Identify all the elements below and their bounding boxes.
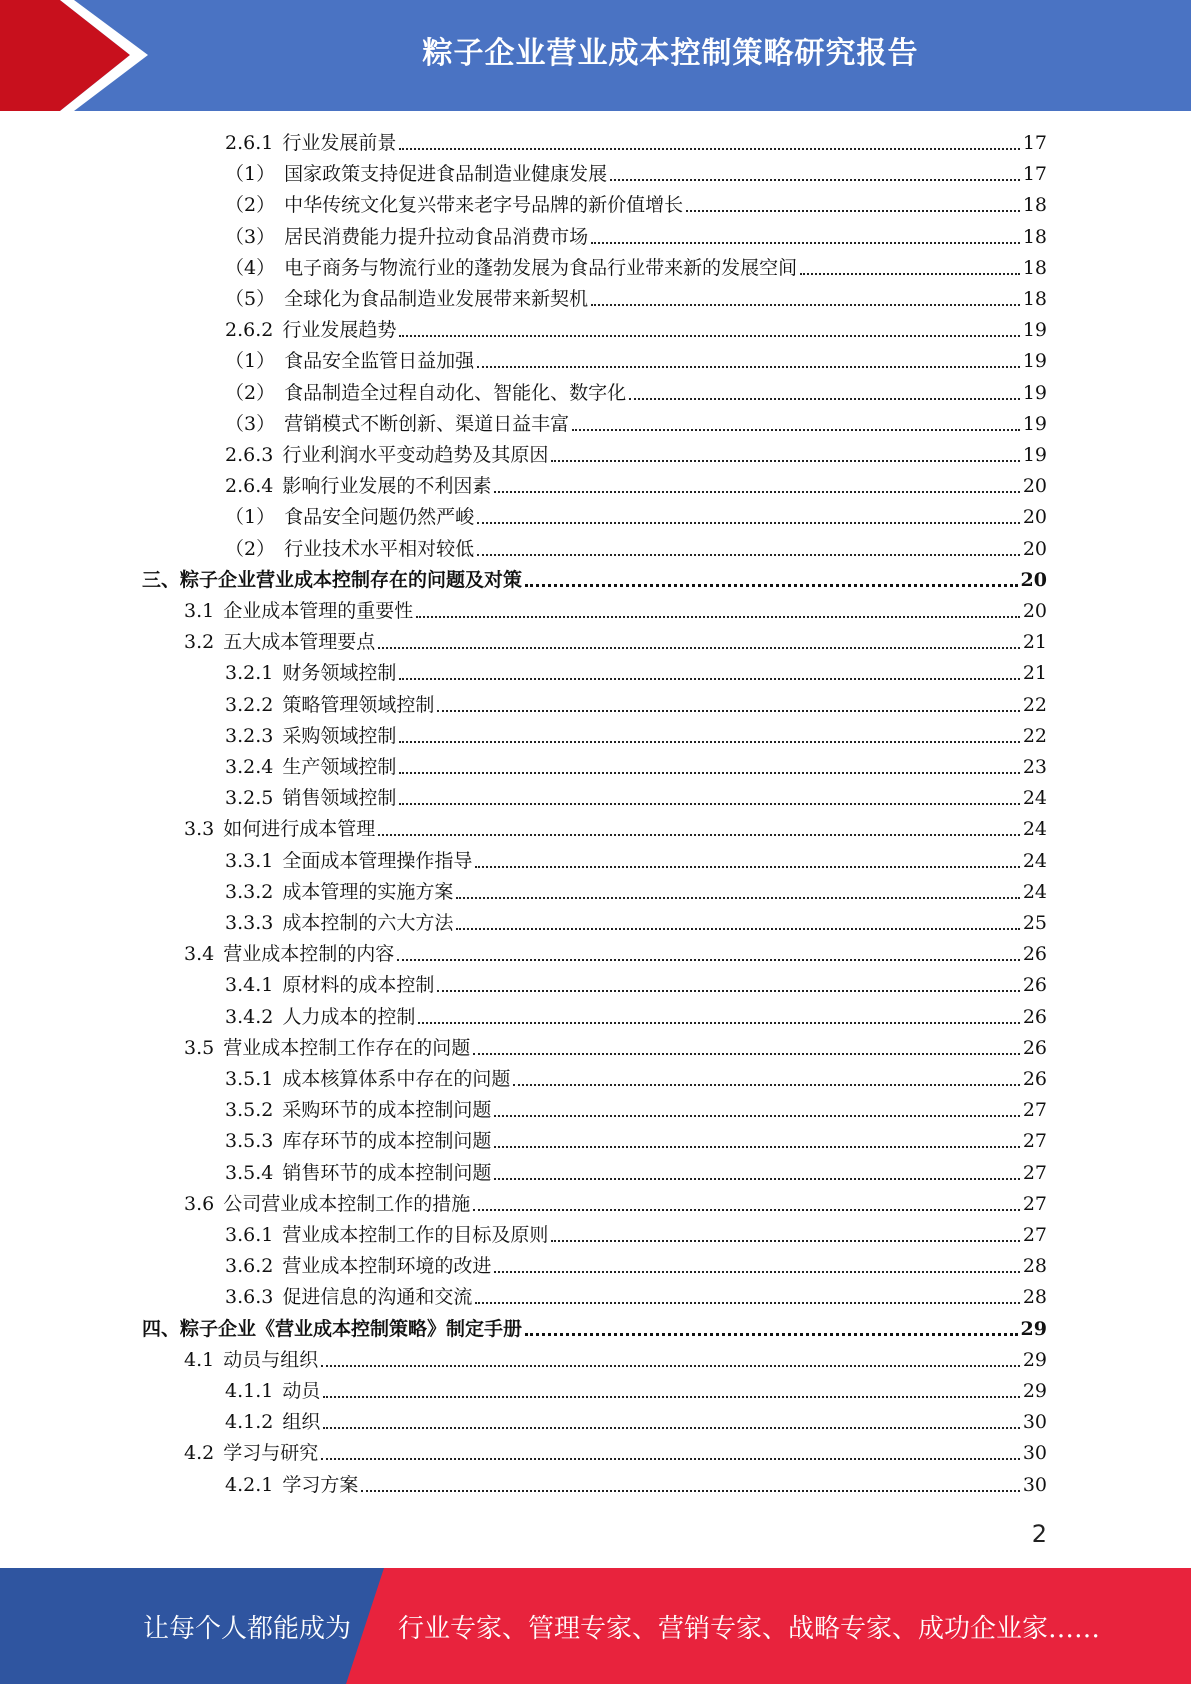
- toc-entry-number: （2）: [225, 381, 276, 404]
- toc-entry-page: 18: [1022, 288, 1047, 310]
- toc-entry[interactable]: [225, 1220, 1047, 1251]
- toc-entry-number: 3.4: [184, 943, 215, 966]
- toc-entry-page: 25: [1022, 912, 1047, 934]
- toc-dot-leader: [475, 1301, 1019, 1304]
- toc-entry-number: 3.5.1: [225, 1068, 274, 1090]
- toc-entry-title: 财务领域控制: [282, 662, 397, 685]
- toc-entry-number: 3.6.3: [225, 1286, 274, 1309]
- toc-dot-leader: [323, 1426, 1019, 1429]
- toc-dot-leader: [494, 490, 1019, 493]
- toc-entry-page: 27: [1022, 1224, 1047, 1246]
- toc-entry[interactable]: [225, 190, 1047, 221]
- toc-entry[interactable]: [225, 877, 1047, 908]
- toc-entry[interactable]: [225, 783, 1047, 814]
- toc-dot-leader: [378, 833, 1020, 836]
- toc-entry[interactable]: [225, 284, 1047, 315]
- toc-entry-number: 2.6.3: [225, 444, 274, 466]
- toc-entry-title: 成本管理的实施方案: [282, 880, 454, 903]
- toc-entry-number: 3.5.4: [225, 1161, 274, 1184]
- toc-dot-leader: [399, 802, 1019, 805]
- toc-entry[interactable]: [142, 565, 1047, 596]
- toc-entry-page: 19: [1022, 350, 1047, 373]
- toc-entry-number: 3.2.2: [225, 693, 274, 716]
- toc-entry[interactable]: [184, 939, 1047, 970]
- toc-entry-number: 3.3.1: [225, 849, 274, 872]
- toc-entry-number: （2）: [225, 194, 276, 217]
- toc-entry[interactable]: [225, 315, 1047, 346]
- toc-entry-title: 库存环节的成本控制问题: [282, 1130, 492, 1153]
- toc-entry-page: 26: [1022, 1036, 1047, 1059]
- toc-entry-title: 人力成本的控制: [282, 1005, 416, 1028]
- toc-dot-leader: [361, 1489, 1019, 1492]
- toc-entry-title: 影响行业发展的不利因素: [282, 475, 492, 498]
- toc-entry[interactable]: [225, 378, 1047, 409]
- toc-entry-number: 3.5: [184, 1036, 215, 1059]
- toc-entry-number: 3.6.1: [225, 1224, 274, 1246]
- toc-entry[interactable]: [225, 128, 1047, 159]
- toc-entry-page: 27: [1022, 1161, 1047, 1184]
- toc-entry-number: （5）: [225, 288, 276, 310]
- toc-dot-leader: [800, 272, 1020, 275]
- toc-entry-page: 27: [1022, 1130, 1047, 1153]
- toc-entry-page: 21: [1022, 662, 1047, 685]
- toc-entry-title: 电子商务与物流行业的蓬勃发展为食品行业带来新的发展空间: [284, 256, 798, 279]
- report-title: 粽子企业营业成本控制策略研究报告: [422, 36, 919, 71]
- toc-entry-page: 20: [1020, 568, 1047, 591]
- toc-entry[interactable]: [225, 970, 1047, 1001]
- toc-entry-page: 29: [1022, 1380, 1047, 1402]
- toc-entry[interactable]: [184, 1189, 1047, 1220]
- toc-entry-title: 全球化为食品制造业发展带来新契机: [284, 288, 589, 310]
- toc-entry-title: 采购环节的成本控制问题: [282, 1099, 492, 1122]
- toc-entry-title: 销售环节的成本控制问题: [282, 1161, 492, 1184]
- toc-entry-title: 营业成本控制工作存在的问题: [223, 1036, 471, 1059]
- toc-dot-leader: [456, 927, 1019, 930]
- toc-entry-title: 学习与研究: [223, 1442, 319, 1465]
- toc-entry[interactable]: [225, 1095, 1047, 1126]
- toc-entry[interactable]: [225, 1064, 1047, 1095]
- toc-entry-page: 26: [1022, 1068, 1047, 1090]
- toc-dot-leader: [494, 1270, 1019, 1273]
- toc-entry[interactable]: [225, 346, 1047, 377]
- toc-entry-number: 3.4.2: [225, 1005, 274, 1028]
- toc-entry-page: 17: [1022, 163, 1047, 186]
- toc-entry-number: （1）: [225, 350, 276, 373]
- toc-dot-leader: [551, 1239, 1019, 1242]
- toc-entry-number: （1）: [225, 163, 276, 186]
- toc-dot-leader: [399, 147, 1019, 150]
- toc-entry[interactable]: [225, 440, 1047, 471]
- toc-entry-number: 3.3.2: [225, 880, 274, 903]
- toc-entry-title: 企业成本管理的重要性: [223, 600, 414, 622]
- toc-entry-title: 行业利润水平变动趋势及其原因: [282, 444, 549, 466]
- toc-entry-page: 30: [1022, 1442, 1047, 1465]
- toc-dot-leader: [494, 1114, 1019, 1117]
- toc-entry-title: 销售领域控制: [282, 787, 397, 810]
- toc-entry-number: （4）: [225, 256, 276, 279]
- toc-dot-leader: [399, 677, 1019, 680]
- toc-entry-page: 19: [1022, 381, 1047, 404]
- toc-entry-page: 18: [1022, 225, 1047, 248]
- toc-entry[interactable]: [225, 721, 1047, 752]
- toc-dot-leader: [629, 397, 1020, 400]
- page-header: [0, 0, 1191, 111]
- toc-entry-title: 全面成本管理操作指导: [282, 849, 473, 872]
- toc-entry[interactable]: [225, 1251, 1047, 1282]
- toc-entry[interactable]: [225, 752, 1047, 783]
- toc-entry-number: 3.2.1: [225, 662, 274, 685]
- toc-entry-page: 18: [1022, 256, 1047, 279]
- toc-entry-page: 28: [1022, 1286, 1047, 1309]
- toc-entry-title: 三、粽子企业营业成本控制存在的问题及对策: [142, 568, 523, 591]
- toc-entry-page: 24: [1022, 880, 1047, 903]
- toc-entry-page: 20: [1022, 506, 1047, 529]
- toc-entry-title: 生产领域控制: [282, 756, 397, 778]
- toc-entry-page: 26: [1022, 943, 1047, 966]
- toc-entry-title: 中华传统文化复兴带来老字号品牌的新价值增长: [284, 194, 684, 217]
- toc-entry-title: 营业成本控制的内容: [223, 943, 395, 966]
- footer-slogan-right: 行业专家、管理专家、营销专家、战略专家、成功企业家……: [398, 1613, 1101, 1644]
- toc-entry-page: 28: [1022, 1255, 1047, 1278]
- toc-entry-page: 19: [1022, 444, 1047, 466]
- toc-entry-title: 营业成本控制环境的改进: [282, 1255, 492, 1278]
- toc-entry-number: （2）: [225, 537, 276, 560]
- toc-entry-title: 原材料的成本控制: [282, 974, 435, 997]
- toc-entry[interactable]: [225, 908, 1047, 939]
- toc-entry-page: 20: [1022, 537, 1047, 560]
- toc-entry-page: 20: [1022, 475, 1047, 498]
- toc-entry-page: 24: [1022, 818, 1047, 841]
- toc-entry-number: 3.2.5: [225, 787, 274, 810]
- toc-entry[interactable]: [225, 658, 1047, 689]
- toc-entry[interactable]: [225, 1002, 1047, 1033]
- toc-entry-title: 行业发展前景: [282, 132, 397, 154]
- header-arrow-decoration: [0, 0, 160, 111]
- toc-entry-number: （3）: [225, 225, 276, 248]
- toc-dot-leader: [399, 740, 1019, 743]
- toc-dot-leader: [475, 865, 1019, 868]
- toc-entry-number: 4.2.1: [225, 1473, 274, 1496]
- toc-entry[interactable]: [225, 846, 1047, 877]
- toc-entry-page: 26: [1022, 974, 1047, 997]
- toc-dot-leader: [494, 1145, 1019, 1148]
- toc-dot-leader: [477, 521, 1020, 524]
- toc-entry-title: 组织: [282, 1411, 321, 1434]
- toc-entry[interactable]: [225, 534, 1047, 565]
- toc-entry-title: 成本控制的六大方法: [282, 912, 454, 934]
- toc-entry[interactable]: [225, 222, 1047, 253]
- toc-dot-leader: [477, 365, 1020, 368]
- toc-entry-page: 18: [1022, 194, 1047, 217]
- toc-entry-title: 成本核算体系中存在的问题: [282, 1068, 511, 1090]
- toc-dot-leader: [321, 1364, 1020, 1367]
- toc-entry[interactable]: [184, 1033, 1047, 1064]
- toc-entry-number: （3）: [225, 412, 276, 435]
- toc-entry-number: 3.2.4: [225, 756, 274, 778]
- toc-entry-number: 2.6.2: [225, 319, 274, 342]
- toc-entry-number: 3.3: [184, 818, 215, 841]
- toc-entry-page: 27: [1022, 1192, 1047, 1215]
- toc-entry-title: 策略管理领域控制: [282, 693, 435, 716]
- toc-entry-page: 29: [1020, 1317, 1047, 1340]
- toc-dot-leader: [525, 583, 1018, 587]
- toc-entry-title: 如何进行成本管理: [223, 818, 376, 841]
- toc-dot-leader: [610, 178, 1020, 181]
- toc-entry-page: 29: [1022, 1348, 1047, 1371]
- toc-entry[interactable]: [225, 1376, 1047, 1407]
- toc-entry-title: 动员与组织: [223, 1348, 319, 1371]
- toc-entry-page: 27: [1022, 1099, 1047, 1122]
- toc-entry-title: 居民消费能力提升拉动食品消费市场: [284, 225, 589, 248]
- toc-entry-title: 行业技术水平相对较低: [284, 537, 475, 560]
- toc-entry-number: 3.5.3: [225, 1130, 274, 1153]
- toc-dot-leader: [686, 209, 1020, 212]
- toc-entry-title: 食品安全监管日益加强: [284, 350, 475, 373]
- toc-entry-title: 食品安全问题仍然严峻: [284, 506, 475, 529]
- toc-dot-leader: [323, 1395, 1019, 1398]
- footer-slogan-left: 让每个人都能成为: [143, 1613, 352, 1644]
- toc-entry-title: 营业成本控制工作的目标及原则: [282, 1224, 549, 1246]
- toc-entry[interactable]: [184, 1345, 1047, 1376]
- toc-entry[interactable]: [225, 1282, 1047, 1313]
- toc-entry[interactable]: [225, 409, 1047, 440]
- toc-entry-page: 20: [1022, 600, 1047, 622]
- toc-entry-title: 动员: [282, 1380, 321, 1402]
- toc-dot-leader: [437, 989, 1019, 992]
- page-number: 2: [1031, 1520, 1047, 1548]
- toc-entry-title: 学习方案: [282, 1473, 359, 1496]
- toc-entry-page: 22: [1022, 724, 1047, 747]
- toc-dot-leader: [591, 303, 1020, 306]
- toc-dot-leader: [525, 1332, 1018, 1336]
- toc-entry-number: 2.6.1: [225, 132, 274, 154]
- toc-entry-page: 17: [1022, 132, 1047, 154]
- toc-entry-number: 3.2: [184, 631, 215, 654]
- toc-entry[interactable]: [142, 1314, 1047, 1345]
- toc-dot-leader: [397, 958, 1020, 961]
- toc-dot-leader: [378, 646, 1020, 649]
- toc-entry-page: 22: [1022, 693, 1047, 716]
- toc-entry-page: 19: [1022, 412, 1047, 435]
- toc-entry[interactable]: [184, 1438, 1047, 1469]
- toc-dot-leader: [416, 615, 1020, 618]
- toc-entry[interactable]: [225, 1407, 1047, 1438]
- toc-dot-leader: [551, 459, 1019, 462]
- toc-entry-page: 24: [1022, 787, 1047, 810]
- toc-entry-page: 26: [1022, 1005, 1047, 1028]
- toc-dot-leader: [473, 1052, 1020, 1055]
- toc-entry-title: 食品制造全过程自动化、智能化、数字化: [284, 381, 627, 404]
- toc-entry-number: 3.6: [184, 1192, 215, 1215]
- toc-entry[interactable]: [225, 159, 1047, 190]
- toc-entry-page: 30: [1022, 1473, 1047, 1496]
- toc-entry-number: 3.6.2: [225, 1255, 274, 1278]
- toc-dot-leader: [477, 553, 1020, 556]
- toc-dot-leader: [473, 1208, 1020, 1211]
- toc-entry-number: 4.2: [184, 1442, 215, 1465]
- toc-entry[interactable]: [184, 814, 1047, 845]
- toc-entry-title: 四、粽子企业《营业成本控制策略》制定手册: [142, 1317, 523, 1340]
- toc-entry-number: 3.5.2: [225, 1099, 274, 1122]
- toc-entry-page: 19: [1022, 319, 1047, 342]
- toc-dot-leader: [399, 771, 1019, 774]
- toc-entry-number: 3.4.1: [225, 974, 274, 997]
- toc-entry-number: 3.2.3: [225, 724, 274, 747]
- toc-entry-title: 促进信息的沟通和交流: [282, 1286, 473, 1309]
- toc-entry[interactable]: [225, 1470, 1047, 1501]
- toc-entry-number: 3.1: [184, 600, 215, 622]
- toc-entry-number: 3.3.3: [225, 912, 274, 934]
- toc-dot-leader: [437, 709, 1019, 712]
- toc-entry-number: 4.1.1: [225, 1380, 274, 1402]
- toc-dot-leader: [494, 1177, 1019, 1180]
- toc-dot-leader: [572, 428, 1020, 431]
- toc-dot-leader: [513, 1083, 1019, 1086]
- toc-entry-page: 24: [1022, 849, 1047, 872]
- toc-entry-title: 五大成本管理要点: [223, 631, 376, 654]
- toc-entry[interactable]: [225, 1126, 1047, 1157]
- toc-entry[interactable]: [225, 1158, 1047, 1189]
- toc-dot-leader: [456, 896, 1019, 899]
- toc-entry[interactable]: [225, 690, 1047, 721]
- toc-entry-page: 23: [1022, 756, 1047, 778]
- toc-entry-number: 4.1.2: [225, 1411, 274, 1434]
- toc-entry[interactable]: [184, 596, 1047, 627]
- toc-entry-page: 30: [1022, 1411, 1047, 1434]
- toc-entry-number: （1）: [225, 506, 276, 529]
- toc-entry-number: 2.6.4: [225, 475, 274, 498]
- toc-entry-title: 行业发展趋势: [282, 319, 397, 342]
- toc-entry-number: 4.1: [184, 1348, 215, 1371]
- toc-entry[interactable]: [184, 627, 1047, 658]
- toc-entry-title: 采购领域控制: [282, 724, 397, 747]
- toc-entry[interactable]: [225, 471, 1047, 502]
- toc-dot-leader: [591, 241, 1020, 244]
- toc-entry[interactable]: [225, 253, 1047, 284]
- toc-dot-leader: [321, 1457, 1020, 1460]
- toc-entry-title: 国家政策支持促进食品制造业健康发展: [284, 163, 608, 186]
- toc-dot-leader: [418, 1021, 1019, 1024]
- toc-entry[interactable]: [225, 502, 1047, 533]
- page-footer: [0, 1568, 1191, 1684]
- toc-entry-title: 公司营业成本控制工作的措施: [223, 1192, 471, 1215]
- toc-dot-leader: [399, 334, 1019, 337]
- toc-entry-title: 营销模式不断创新、渠道日益丰富: [284, 412, 570, 435]
- toc-entry-page: 21: [1022, 631, 1047, 654]
